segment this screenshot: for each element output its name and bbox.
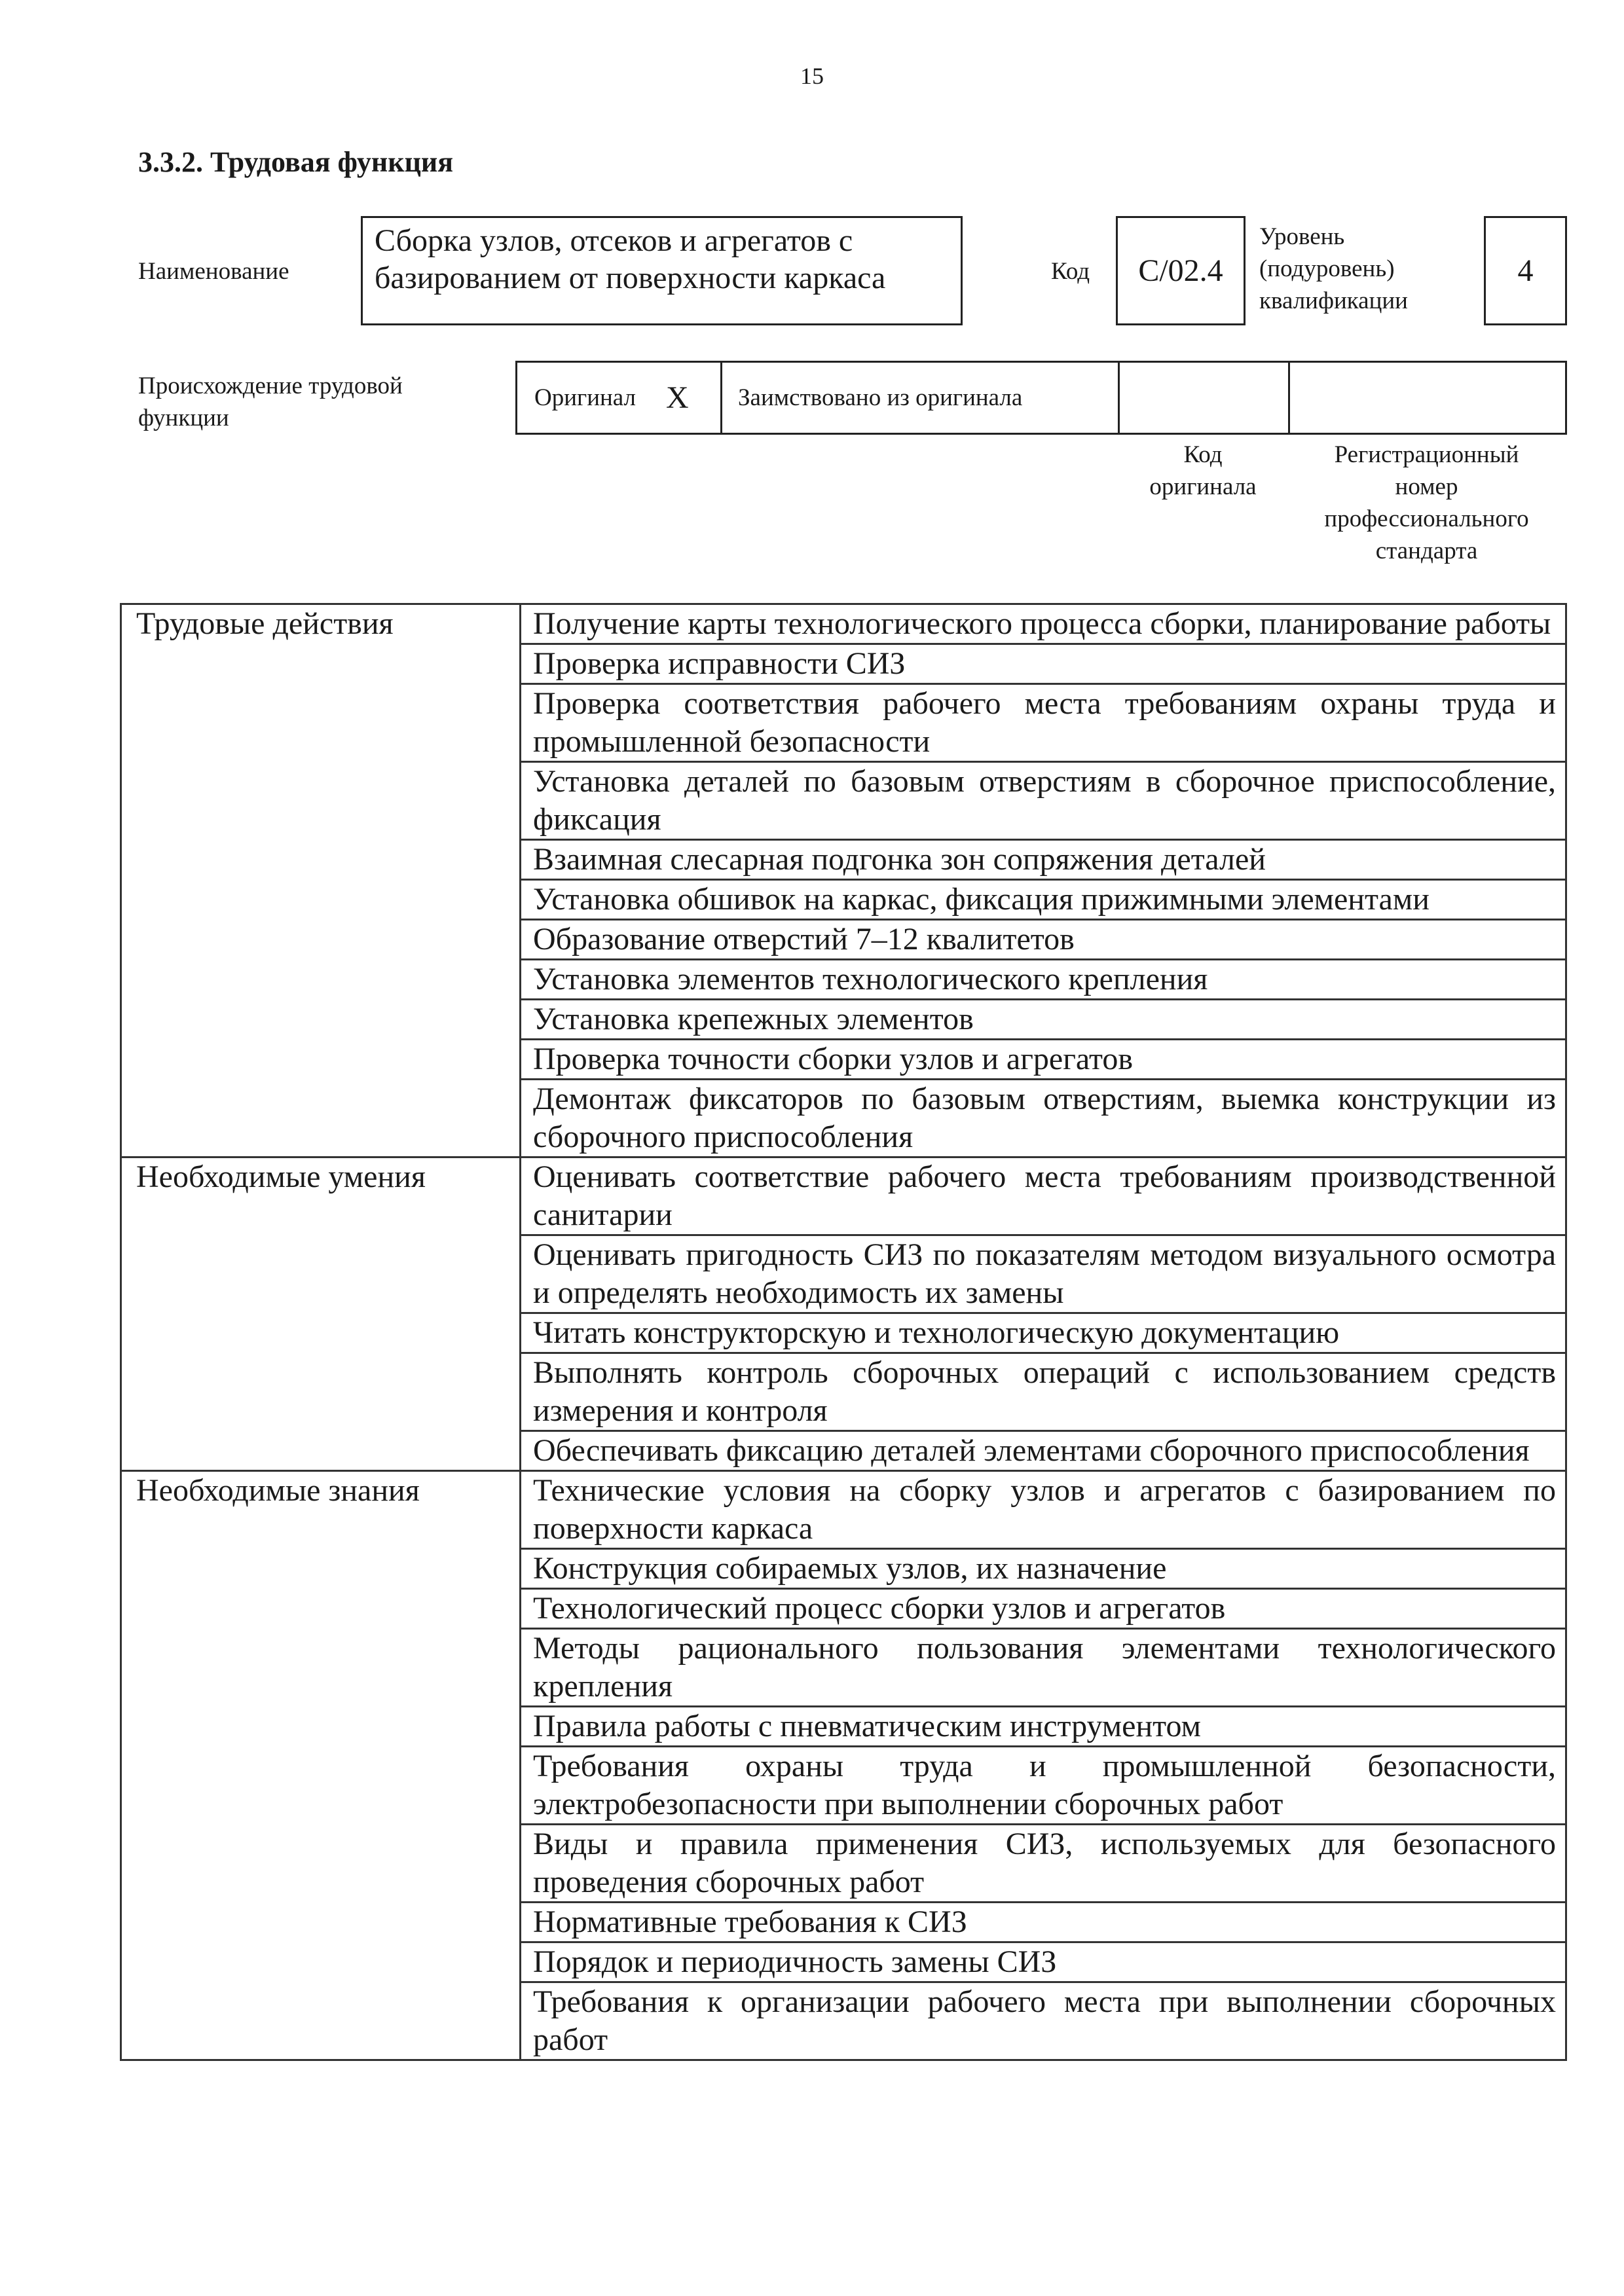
table-row <box>121 1157 1566 1235</box>
category-cell: Трудовые действия <box>121 604 521 1157</box>
category-cell: Необходимые умения <box>121 1157 521 1471</box>
code-label: Код <box>1051 258 1090 285</box>
item-cell: Образование отверстий 7–12 квалитетов <box>521 920 1566 960</box>
item-cell: Взаимная слесарная подгонка зон сопряжения деталей <box>521 840 1566 880</box>
item-cell: Установка обшивок на каркас, фиксация прижимными элементами <box>521 880 1566 920</box>
item-cell: Правила работы с пневматическим инструментом <box>521 1707 1566 1747</box>
caption-line: Код <box>1183 441 1223 468</box>
item-cell: Установка крепежных элементов <box>521 1000 1566 1040</box>
level-label-line: квалификации <box>1259 287 1408 314</box>
name-label: Наименование <box>138 258 289 285</box>
item-cell: Обеспечивать фиксацию деталей элементами сборочного приспособления <box>521 1431 1566 1471</box>
labor-function-table <box>120 603 1567 2061</box>
caption-line: номер <box>1395 473 1458 500</box>
item-cell: Выполнять контроль сборочных операций с использованием средств измерения и контроля <box>521 1353 1566 1431</box>
category-cell: Необходимые знания <box>121 1471 521 2060</box>
item-cell: Установка элементов технологического крепления <box>521 960 1566 1000</box>
level-label-line: (подуровень) <box>1259 255 1395 282</box>
table-row <box>121 1471 1566 1549</box>
item-cell: Читать конструкторскую и технологическую документацию <box>521 1313 1566 1353</box>
function-name-box: Сборка узлов, отсеков и агрегатов с базированием от поверхности каркаса <box>361 216 963 325</box>
qualification-level-box: 4 <box>1484 216 1567 325</box>
reg-number-caption <box>1286 439 1567 567</box>
item-cell: Оценивать пригодность СИЗ по показателям методом визуального осмотра и определять необходимость их замены <box>521 1235 1566 1313</box>
item-cell: Оценивать соответствие рабочего места требованиям производственной санитарии <box>521 1157 1566 1235</box>
item-cell: Порядок и периодичность замены СИЗ <box>521 1942 1566 1982</box>
section-title: 3.3.2. Трудовая функция <box>138 146 454 178</box>
table-row <box>121 604 1566 644</box>
item-cell: Проверка соответствия рабочего места требованиям охраны труда и промышленной безопасности <box>521 684 1566 762</box>
item-cell: Технические условия на сборку узлов и агрегатов с базированием по поверхности каркаса <box>521 1471 1566 1549</box>
item-cell: Методы рационального пользования элементами технологического крепления <box>521 1629 1566 1707</box>
origin-borrowed-cell: Заимствовано из оригинала <box>722 363 1120 433</box>
qualification-level-label <box>1259 221 1408 317</box>
caption-line: оригинала <box>1149 473 1257 500</box>
item-cell: Конструкция собираемых узлов, их назначение <box>521 1549 1566 1589</box>
item-cell: Проверка исправности СИЗ <box>521 644 1566 684</box>
labor-function-table-body <box>121 604 1566 2060</box>
original-label: Оригинал <box>534 384 637 411</box>
origin-reg-number-cell <box>1290 363 1565 433</box>
level-label-line: Уровень <box>1259 223 1345 250</box>
item-cell: Получение карты технологического процесса сборки, планирование работы <box>521 604 1566 644</box>
origin-table <box>515 361 1567 435</box>
item-cell: Демонтаж фиксаторов по базовым отверстиям, выемка конструкции из сборочного приспособления <box>521 1080 1566 1157</box>
code-original-caption <box>1118 439 1288 503</box>
caption-line: Регистрационный <box>1334 441 1519 468</box>
item-cell: Установка деталей по базовым отверстиям в сборочное приспособление, фиксация <box>521 762 1566 840</box>
origin-code-cell <box>1120 363 1290 433</box>
item-cell: Требования охраны труда и промышленной безопасности, электробезопасности при выполнении сборочных работ <box>521 1747 1566 1825</box>
caption-line: профессионального <box>1324 505 1529 532</box>
item-cell: Виды и правила применения СИЗ, используемых для безопасного проведения сборочных работ <box>521 1825 1566 1903</box>
item-cell: Требования к организации рабочего места при выполнении сборочных работ <box>521 1982 1566 2060</box>
page-number: 15 <box>800 63 824 89</box>
origin-label: Происхождение трудовой функции <box>138 373 403 431</box>
item-cell: Нормативные требования к СИЗ <box>521 1903 1566 1942</box>
origin-original-cell <box>517 363 722 433</box>
item-cell: Технологический процесс сборки узлов и агрегатов <box>521 1589 1566 1629</box>
original-mark: X <box>666 380 689 415</box>
caption-line: стандарта <box>1375 538 1478 564</box>
item-cell: Проверка точности сборки узлов и агрегатов <box>521 1040 1566 1080</box>
function-code-box: C/02.4 <box>1116 216 1246 325</box>
